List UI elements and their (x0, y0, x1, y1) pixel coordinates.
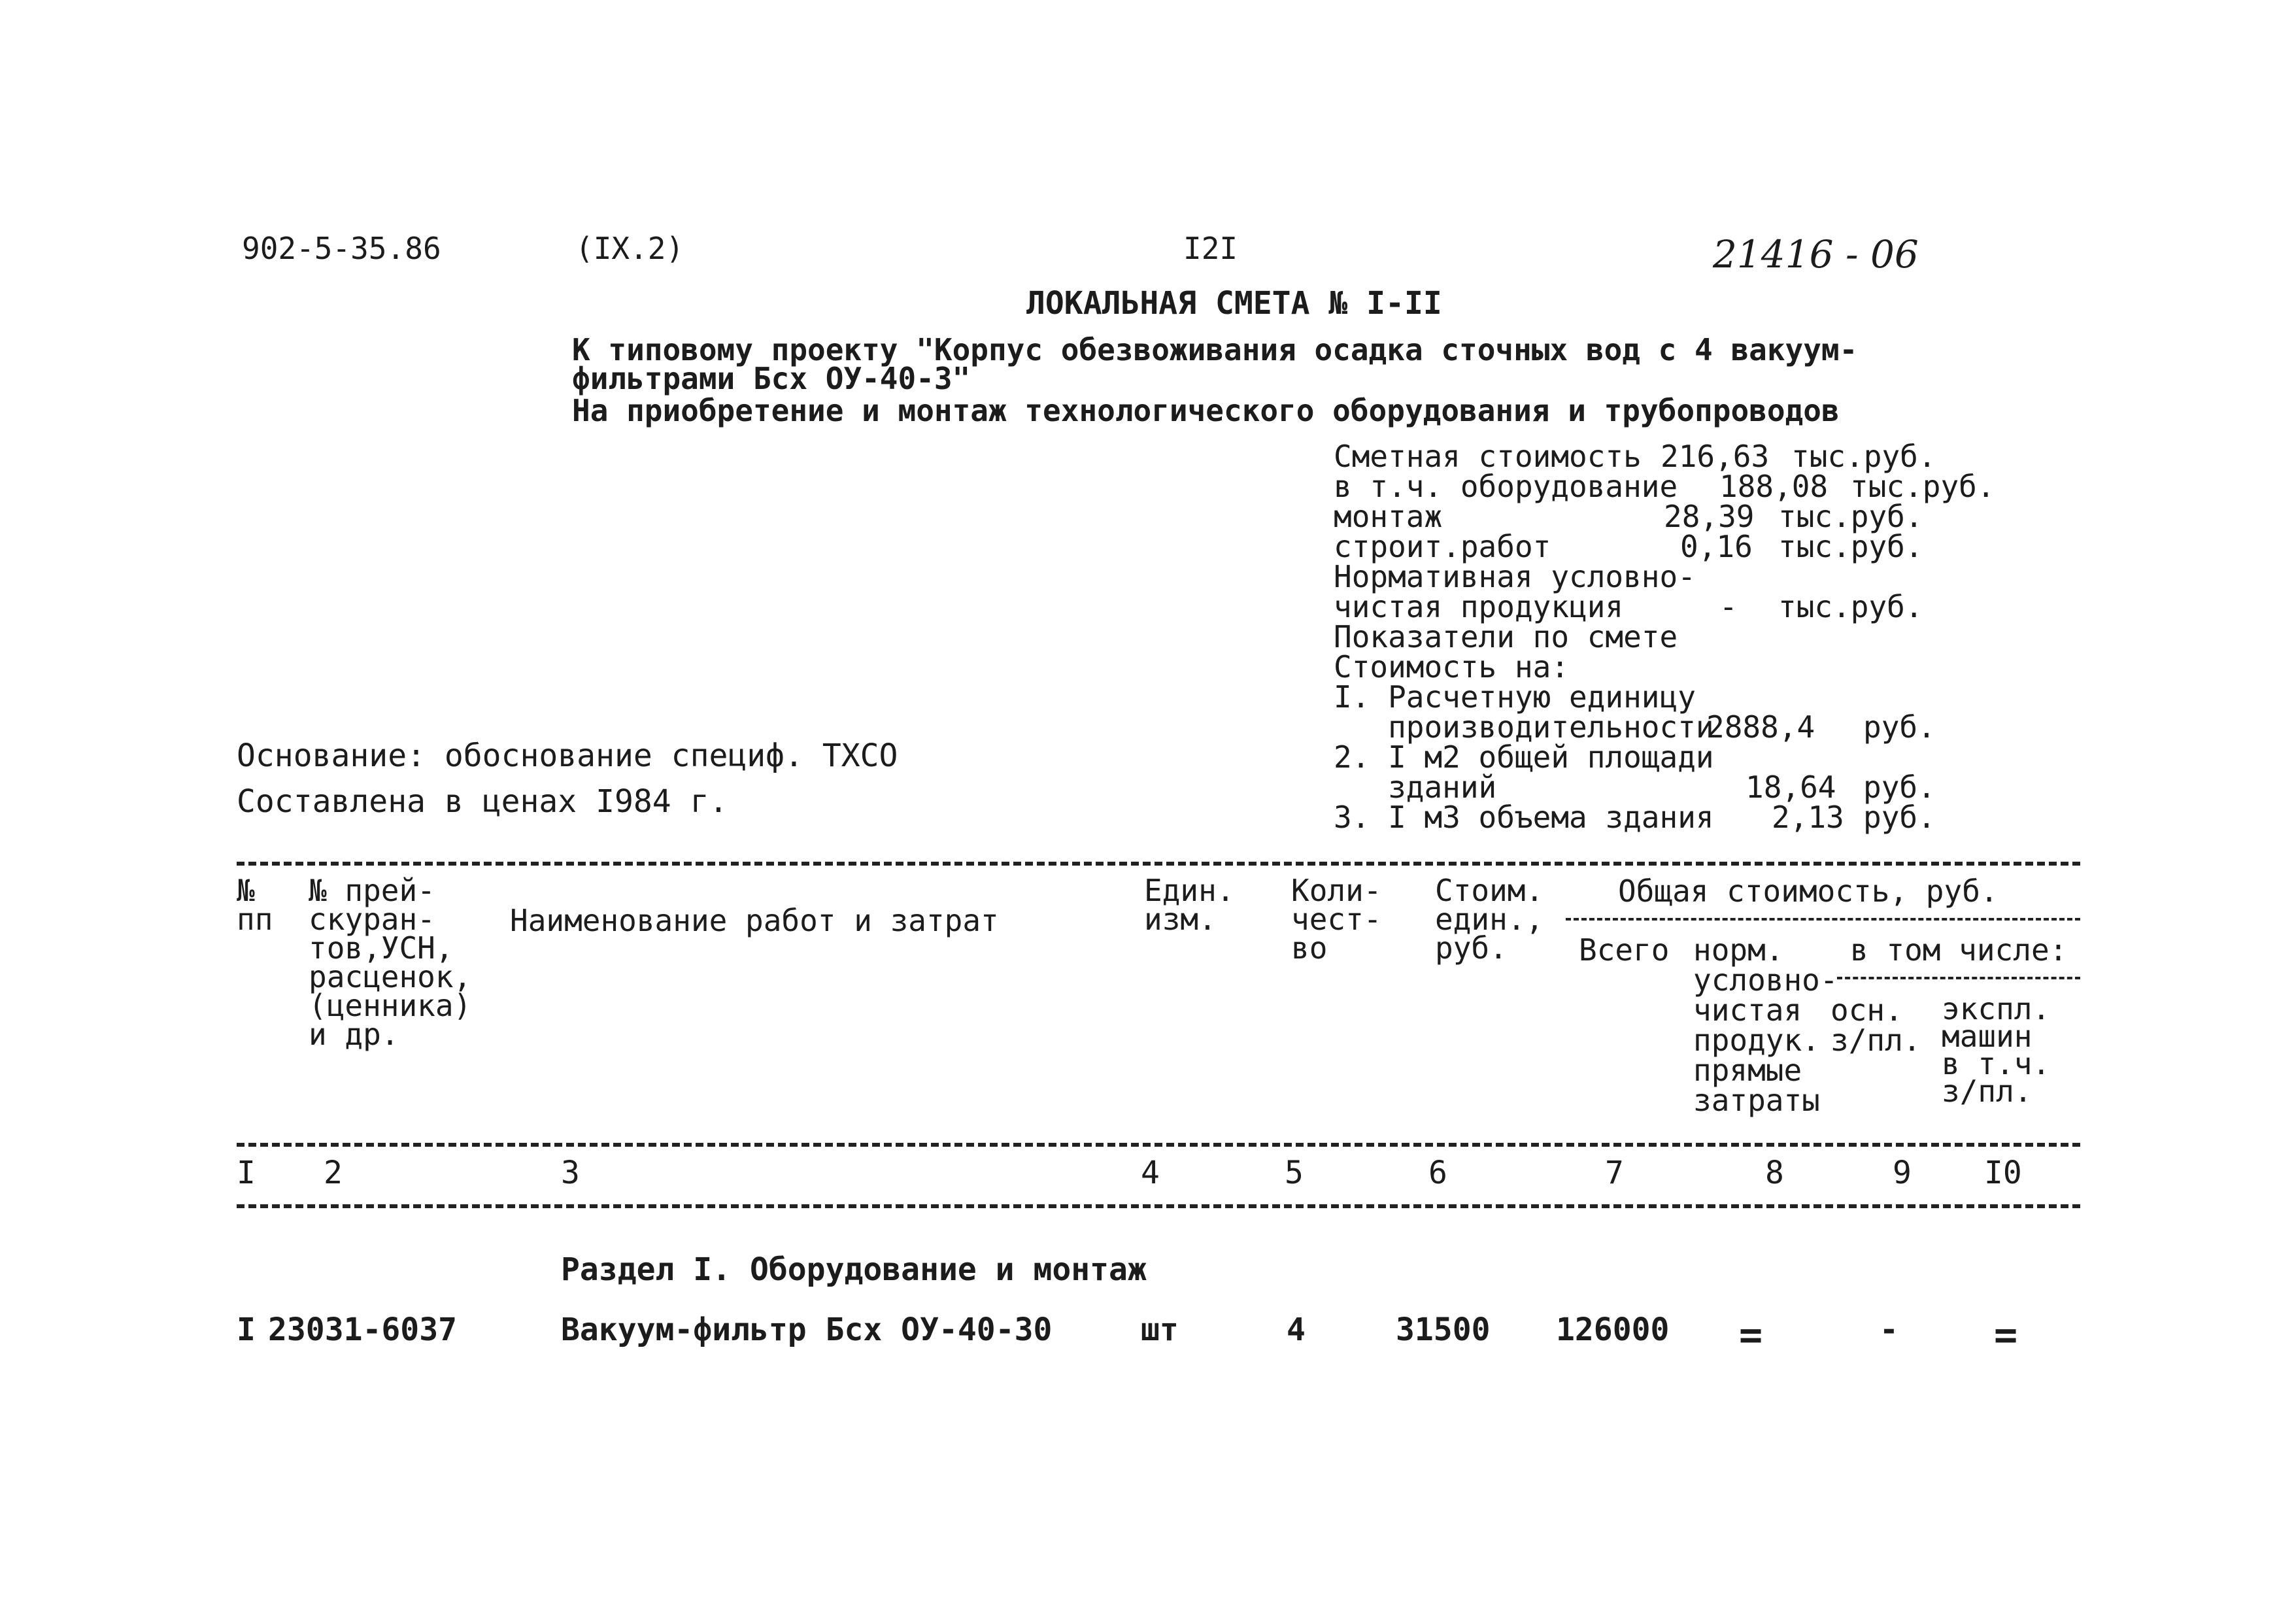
column-number: 6 (1428, 1155, 1447, 1191)
summary-unit: тыс.руб. (1791, 439, 1936, 474)
summary-row (1334, 679, 2014, 715)
summary-label: I. Расчетную единицу (1334, 679, 1696, 715)
column-number: 9 (1893, 1155, 1912, 1191)
summary-label: Стоимость на: (1334, 649, 1570, 685)
summary-row (1334, 800, 2014, 835)
section-title: Раздел I. Оборудование и монтаж (561, 1251, 1147, 1288)
project-line-3: На приобретение и монтаж технологического оборудования и трубопроводов (572, 393, 1840, 428)
header-total-group: Общая стоимость, руб. (1618, 873, 1999, 909)
summary-value: 18,64 (1746, 770, 1836, 805)
header-normative: норм. условно- чистая продук. прямые затраты (1693, 932, 1838, 1118)
summary-row (1334, 649, 2014, 685)
cell-code: 23031-6037 (268, 1311, 457, 1348)
summary-label: чистая продукция (1334, 589, 1624, 624)
cell-name: Вакуум-фильтр Бсх ОУ-40-30 (561, 1311, 1053, 1348)
header-total: Всего (1579, 932, 1670, 968)
summary-label: Сметная стоимость (1334, 439, 1642, 474)
section-code: (IX.2) (575, 231, 684, 266)
summary-row (1334, 770, 2014, 805)
project-line-2: фильтрами Бсх ОУ-40-3" (572, 361, 971, 396)
header-quantity: Коли- чест- во (1291, 873, 1382, 966)
summary-row (1334, 469, 2014, 504)
column-number: 3 (561, 1155, 580, 1191)
summary-unit: руб. (1863, 800, 1936, 835)
summary-row (1334, 709, 2014, 745)
summary-value: 0,16 (1680, 529, 1753, 564)
summary-value: - (1719, 589, 1738, 624)
summary-row (1334, 529, 2014, 564)
header-bottom-rule (237, 1143, 2080, 1147)
header-machines: экспл. машин в т.ч. з/пл. (1942, 991, 2051, 1109)
header-including-rule (1837, 977, 2080, 979)
summary-row (1334, 559, 2014, 594)
summary-label: 3. I м3 объема здания (1334, 800, 1714, 835)
header-name: Наименование работ и затрат (510, 903, 999, 938)
cell-base-salary: - (1880, 1311, 1898, 1348)
summary-label: Показатели по смете (1334, 619, 1678, 654)
summary-unit: тыс.руб. (1778, 589, 1923, 624)
column-number: 8 (1765, 1155, 1784, 1191)
summary-row (1334, 501, 2014, 532)
cell-num: I (237, 1311, 256, 1348)
cell-unit-price: 31500 (1396, 1311, 1491, 1348)
summary-label: в т.ч. оборудование (1334, 469, 1678, 504)
header-group-rule (1566, 918, 2080, 921)
header-including: в том числе: (1850, 932, 2068, 968)
summary-row (1334, 619, 2014, 654)
prices-line: Составлена в ценах I984 г. (237, 783, 728, 820)
summary-label: зданий (1334, 770, 1497, 805)
header-unit-price: Стоим. един., руб. (1435, 873, 1544, 966)
column-numbers-rule (237, 1204, 2080, 1208)
summary-label: Нормативная условно- (1334, 559, 1696, 594)
summary-label: монтаж (1334, 499, 1443, 534)
header-base-salary: осн. з/пл. (1830, 992, 1921, 1058)
summary-value: 28,39 (1664, 499, 1755, 534)
summary-unit: тыс.руб. (1850, 469, 1995, 504)
summary-value: 188,08 (1719, 469, 1829, 504)
summary-value: 2888,4 (1706, 709, 1815, 745)
document-title: ЛОКАЛЬНАЯ СМЕТА № I-II (1026, 285, 1442, 322)
header-num: № пп (237, 873, 273, 937)
summary-label: строит.работ (1334, 529, 1551, 564)
cell-unit: шт (1141, 1311, 1179, 1348)
header-pricelist: № прей- скуран- тов,УСН, расценок, (ценника) и др. (309, 873, 472, 1052)
basis-line: Основание: обоснование специф. ТХСО (237, 737, 898, 774)
table-top-rule (237, 862, 2080, 866)
column-number: I (237, 1155, 256, 1191)
column-number: I0 (1984, 1155, 2022, 1191)
document-code: 902-5-35.86 (242, 231, 441, 266)
summary-unit: тыс.руб. (1778, 499, 1923, 534)
header-unit: Един. изм. (1144, 873, 1235, 937)
archive-number: 21416 - 06 (1713, 232, 1919, 277)
column-number: 5 (1285, 1155, 1304, 1191)
summary-unit: руб. (1863, 709, 1936, 745)
summary-unit: руб. (1863, 770, 1936, 805)
column-number: 2 (324, 1155, 343, 1191)
summary-row (1334, 589, 2014, 624)
cell-machines: = (1994, 1312, 2018, 1358)
column-number: 7 (1605, 1155, 1624, 1191)
summary-label: 2. I м2 общей площади (1334, 739, 1714, 775)
summary-value: 2,13 (1772, 800, 1844, 835)
cell-normative: = (1739, 1312, 1763, 1358)
summary-value: 216,63 (1661, 439, 1770, 474)
summary-row (1334, 739, 2014, 775)
page-number: I2I (1183, 231, 1238, 266)
column-number: 4 (1141, 1155, 1160, 1191)
cell-quantity: 4 (1287, 1311, 1306, 1348)
cell-total: 126000 (1556, 1311, 1670, 1348)
summary-row (1334, 439, 2014, 474)
summary-unit: тыс.руб. (1778, 529, 1923, 564)
summary-label: производительности (1334, 709, 1714, 745)
project-line-1: К типовому проекту "Корпус обезвоживания осадка сточных вод с 4 вакуум- (572, 332, 1858, 367)
